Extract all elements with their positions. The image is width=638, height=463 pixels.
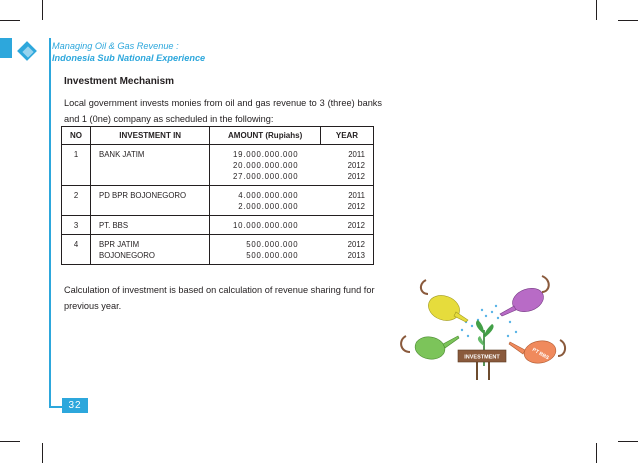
crop-mark [618, 20, 638, 21]
cell-no: 1 [62, 145, 91, 186]
cell-year: 2011 2012 [320, 186, 373, 216]
running-header-line1: Managing Oil & Gas Revenue : [52, 41, 179, 51]
col-header-no: NO [62, 127, 91, 145]
cell-no: 3 [62, 216, 91, 235]
investment-table [61, 126, 374, 265]
crop-mark [618, 441, 638, 442]
header-tab [0, 38, 12, 58]
table-row [62, 186, 374, 216]
crop-mark [42, 443, 43, 463]
cell-investment: BANK JATIM [91, 145, 210, 186]
cell-year: 2012 2013 [320, 235, 373, 265]
diamond-icon [16, 40, 42, 66]
intro-paragraph: Local government invests monies from oil and gas revenue to 3 (three) banks and 1 (0ne) company as scheduled in the following: [64, 98, 382, 124]
cell-investment: PD BPR BOJONEGORO [91, 186, 210, 216]
green-watering-can-icon [401, 335, 459, 362]
crop-mark [596, 443, 597, 463]
cell-amount: 500.000.000 500.000.000 [210, 235, 321, 265]
col-header-year: YEAR [320, 127, 373, 145]
col-header-investment: INVESTMENT IN [91, 127, 210, 145]
crop-mark [0, 20, 20, 21]
running-header-line2: Indonesia Sub National Experience [52, 53, 206, 63]
col-header-amount: AMOUNT (Rupiahs) [210, 127, 321, 145]
investment-sign [458, 350, 506, 380]
sign-label: INVESTMENT [464, 354, 500, 361]
crop-mark [0, 441, 20, 442]
cell-amount: 19.000.000.000 20.000.000.000 27.000.000.000 [210, 145, 321, 186]
crop-mark [596, 0, 597, 20]
running-header [52, 40, 205, 64]
purple-watering-can-icon [500, 276, 549, 316]
cell-year: 2011 2012 2012 [320, 145, 373, 186]
cell-amount: 4.000.000.000 2.000.000.000 [210, 186, 321, 216]
table-row [62, 145, 374, 186]
page-number: 32 [62, 398, 88, 413]
margin-rule [49, 38, 51, 406]
cell-amount: 10.000.000.000 [210, 216, 321, 235]
cell-no: 2 [62, 186, 91, 216]
crop-mark [42, 0, 43, 20]
yellow-watering-can-icon [421, 280, 468, 325]
cell-investment: BPR JATIM BOJONEGORO [91, 235, 210, 265]
orange-watering-can-icon [509, 338, 565, 365]
section-heading: Investment Mechanism [64, 76, 175, 87]
calculation-note: Calculation of investment is based on calculation of revenue sharing fund for previous year. [64, 285, 375, 311]
table-row [62, 235, 374, 265]
cell-investment: PT. BBS [91, 216, 210, 235]
cell-no: 4 [62, 235, 91, 265]
cell-year: 2012 [320, 216, 373, 235]
can-label-pt-bbs: PT BBS [531, 346, 550, 362]
page-rule [49, 406, 63, 408]
investment-illustration [396, 270, 570, 382]
table-row [62, 216, 374, 235]
